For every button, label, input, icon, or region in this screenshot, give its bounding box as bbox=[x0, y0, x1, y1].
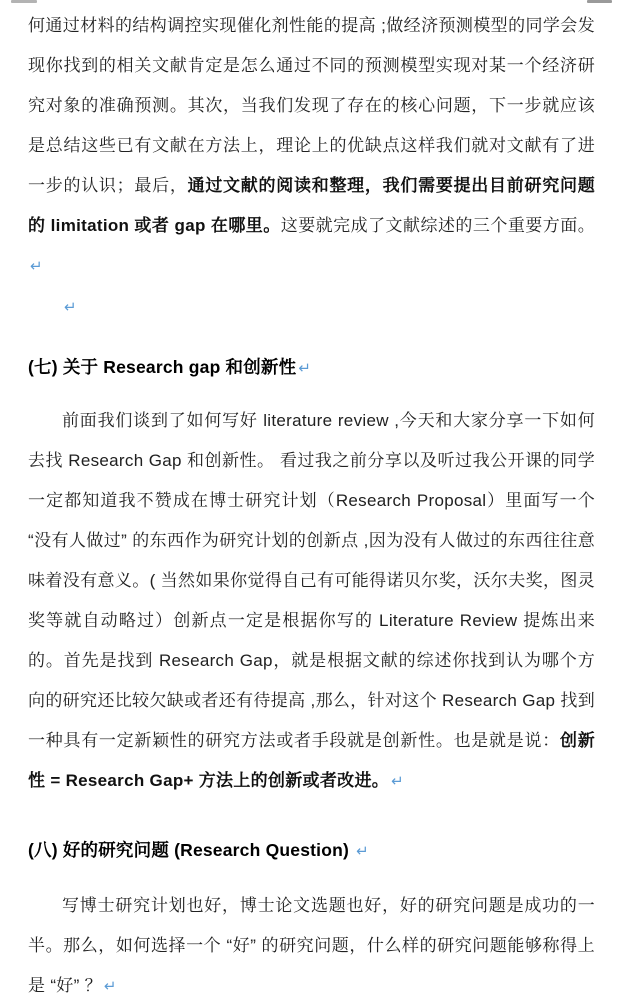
paragraph-mark-icon: ↵ bbox=[356, 843, 369, 860]
text-run: 这要就完成了文献综述的三个重要方面。 bbox=[280, 216, 595, 235]
top-edge-fragment-right bbox=[587, 0, 612, 3]
paragraph-mark-icon: ↵ bbox=[103, 978, 117, 995]
paragraph-mark-icon: ↵ bbox=[30, 258, 43, 275]
text-run: 何通过材料的结构调控实现催化剂性能的提高 ;做经济预测模型的同学会发现你找到的相关文献肯定是怎么通过不同的预测模型实现对某一个经济研究对象的准确预测。其次，当我们发现了存在的核心问题，下一步就应该是总结这些已有文献在方法上，理论上的优缺点这样我们就对文献有了进一步的认识；最后， bbox=[28, 16, 595, 195]
text-run: 写博士研究计划也好，博士论文选题也好，好的研究问题是成功的一半。那么，如何选择一个 “好” 的研究问题，什么样的研究问题能够称得上是 “好” ？ bbox=[28, 896, 595, 995]
paragraph-research-gap-innovation bbox=[28, 401, 595, 802]
heading-section-7-research-gap bbox=[28, 347, 595, 389]
heading-section-8-research-question bbox=[28, 830, 595, 872]
paragraph-good-research-question bbox=[28, 886, 595, 1007]
heading-text: (七) 关于 Research gap 和创新性 bbox=[28, 357, 297, 377]
text-run-bold: 创新性 = Research Gap+ 方法上的创新或者改进。 bbox=[28, 731, 596, 790]
text-run: 前面我们谈到了如何写好 literature review ,今天和大家分享一下如何去找 Research Gap 和创新性。 看过我之前分享以及听过我公开课的同学一定都知道我不赞成在博士研究计划（Research Proposal）里面写一个 “没有人做过” 的东西作为研究计划的创新点 ,因为没有人做过的东西往往意味着没有意义。( 当然如果你觉得自己有可能得诺贝尔奖，沃尔夫奖，图灵奖等就自动略过）创新点一定是根据你写的 Literature Review 提炼出来的。首先是找到 Research Gap，就是根据文献的综述你找到认为哪个方向的研究还比较欠缺或者还有待提高 ,那么，针对这个 Research Gap 找到一种具有一定新颖性的研究方法或者手段就是创新性。也是就是说： bbox=[28, 411, 595, 750]
top-edge-fragment-left bbox=[11, 0, 37, 3]
paragraph-mark-icon: ↵ bbox=[64, 299, 77, 316]
empty-paragraph bbox=[28, 287, 595, 327]
text-run-bold: 通过文献的阅读和整理，我们需要提出目前研究问题的 limitation 或者 gap 在哪里。 bbox=[28, 176, 595, 235]
heading-text: (八) 好的研究问题 (Research Question) bbox=[28, 840, 355, 860]
paragraph-literature-review-summary bbox=[28, 6, 595, 287]
paragraph-mark-icon: ↵ bbox=[298, 360, 311, 377]
paragraph-mark-icon: ↵ bbox=[391, 773, 404, 790]
